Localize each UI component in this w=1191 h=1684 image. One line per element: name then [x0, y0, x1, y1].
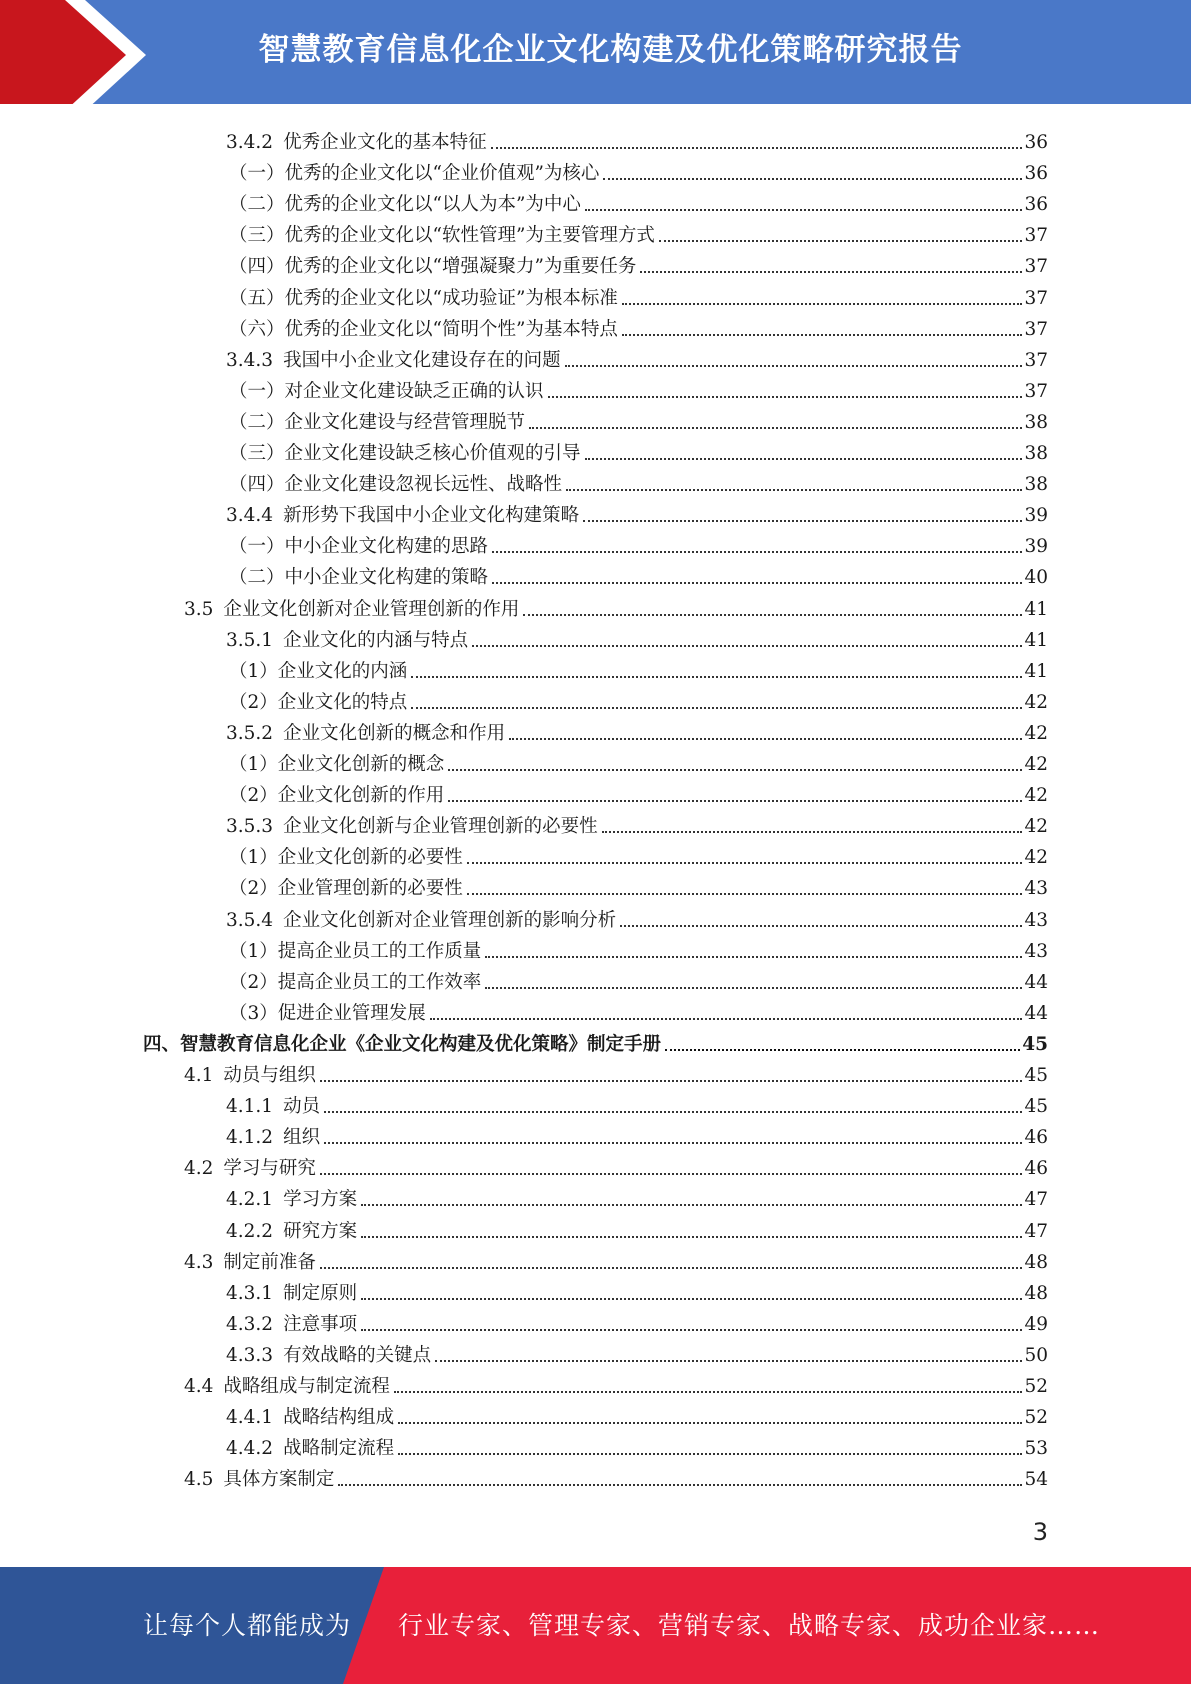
toc-entry-label: （1）企业文化创新的必要性 — [229, 847, 463, 869]
page-number: 3 — [1032, 1518, 1048, 1546]
toc-entry[interactable] — [226, 1433, 1048, 1464]
toc-entry-number: 4.4.2 — [226, 1438, 274, 1460]
toc-entry-page: 38 — [1024, 411, 1048, 433]
toc-entry[interactable] — [226, 905, 1048, 936]
toc-entry-page: 37 — [1024, 256, 1048, 278]
toc-entry-label: （四）优秀的企业文化以“增强凝聚力”为重要任务 — [229, 256, 637, 278]
toc-entry-page: 45 — [1022, 1033, 1048, 1055]
toc-dot-leader — [622, 334, 1023, 336]
toc-entry-page: 37 — [1024, 349, 1048, 371]
toc-entry-page: 37 — [1024, 318, 1048, 340]
toc-entry-page: 47 — [1024, 1220, 1048, 1242]
toc-entry-label: 组织 — [283, 1127, 321, 1149]
toc-entry-label: （四）企业文化建设忽视长远性、战略性 — [229, 474, 563, 496]
toc-entry[interactable] — [229, 251, 1048, 282]
toc-entry-number: 4.1 — [184, 1065, 214, 1086]
toc-dot-leader — [411, 707, 1022, 709]
toc-entry-label: 动员与组织 — [223, 1065, 316, 1086]
toc-entry-page: 37 — [1024, 225, 1048, 247]
toc-entry-label: （2）企业管理创新的必要性 — [229, 878, 463, 900]
toc-entry-page: 54 — [1024, 1469, 1048, 1491]
toc-entry-number: 4.2.1 — [226, 1189, 274, 1211]
toc-dot-leader — [398, 1422, 1022, 1424]
toc-entry[interactable] — [226, 1184, 1048, 1215]
toc-dot-leader — [324, 1142, 1022, 1144]
toc-entry-page: 41 — [1024, 660, 1048, 682]
toc-entry-page: 42 — [1024, 847, 1048, 869]
toc-entry-page: 48 — [1024, 1282, 1048, 1304]
toc-entry[interactable] — [229, 780, 1048, 811]
toc-entry[interactable] — [184, 1464, 1048, 1495]
toc-dot-leader — [448, 800, 1022, 802]
toc-entry-label: （一）优秀的企业文化以“企业价值观”为核心 — [229, 163, 600, 185]
toc-entry[interactable] — [229, 314, 1048, 345]
toc-dot-leader — [585, 458, 1023, 460]
toc-entry[interactable] — [226, 1402, 1048, 1433]
toc-entry-page: 43 — [1024, 878, 1048, 900]
toc-entry-label: 学习方案 — [283, 1189, 358, 1211]
toc-entry-page: 47 — [1024, 1189, 1048, 1211]
toc-entry-number: 4.3.2 — [226, 1313, 274, 1335]
toc-entry-label: （五）优秀的企业文化以“成功验证”为根本标准 — [229, 287, 618, 309]
toc-entry-page: 36 — [1024, 163, 1048, 185]
toc-entry-number: 3.4.4 — [226, 505, 274, 527]
toc-entry-page: 41 — [1024, 629, 1048, 651]
toc-dot-leader — [529, 427, 1022, 429]
toc-dot-leader — [566, 489, 1022, 491]
toc-dot-leader — [485, 987, 1022, 989]
toc-dot-leader — [659, 240, 1023, 242]
toc-entry[interactable] — [184, 1247, 1048, 1278]
toc-dot-leader — [467, 893, 1023, 895]
toc-entry[interactable] — [229, 469, 1048, 500]
toc-entry-page: 49 — [1024, 1313, 1048, 1335]
toc-dot-leader — [394, 1391, 1023, 1393]
toc-entry[interactable] — [226, 345, 1048, 376]
toc-entry-number: 4.3.3 — [226, 1344, 274, 1366]
toc-dot-leader — [467, 862, 1023, 864]
toc-dot-leader — [398, 1453, 1022, 1455]
toc-dot-leader — [565, 365, 1023, 367]
toc-entry[interactable] — [229, 158, 1048, 189]
toc-entry[interactable] — [226, 811, 1048, 842]
toc-entry[interactable] — [229, 936, 1048, 967]
toc-entry-page: 52 — [1024, 1376, 1048, 1397]
toc-entry-label: （三）企业文化建设缺乏核心价值观的引导 — [229, 443, 581, 464]
toc-entry[interactable] — [184, 1153, 1048, 1184]
toc-entry-page: 52 — [1024, 1407, 1048, 1429]
toc-entry-label: 注意事项 — [283, 1313, 358, 1335]
toc-entry-label: 企业文化的内涵与特点 — [283, 629, 469, 651]
toc-entry-page: 44 — [1024, 971, 1048, 993]
toc-entry-page: 42 — [1024, 816, 1048, 838]
toc-entry-label: 企业文化创新的概念和作用 — [283, 722, 506, 744]
toc-dot-leader — [324, 1111, 1022, 1113]
toc-dot-leader — [338, 1484, 1022, 1486]
toc-entry[interactable] — [229, 998, 1048, 1029]
toc-dot-leader — [492, 551, 1022, 553]
toc-chapter-entry[interactable] — [143, 1029, 1048, 1060]
toc-entry-number: 3.5.4 — [226, 909, 274, 931]
toc-dot-leader — [320, 1267, 1023, 1269]
toc-entry-number: 4.2 — [184, 1158, 214, 1180]
footer-slogan-right: 行业专家、管理专家、营销专家、战略专家、成功企业家…… — [398, 1611, 1101, 1640]
toc-entry-page: 43 — [1024, 909, 1048, 931]
toc-entry-number: 3.5.3 — [226, 816, 274, 838]
toc-dot-leader — [472, 645, 1022, 647]
toc-entry-label: 动员 — [283, 1096, 321, 1118]
toc-entry-label: 企业文化创新对企业管理创新的作用 — [223, 598, 520, 620]
toc-entry[interactable] — [226, 1122, 1048, 1153]
toc-entry-page: 46 — [1024, 1158, 1048, 1180]
toc-entry-page: 39 — [1024, 505, 1048, 527]
toc-dot-leader — [361, 1298, 1022, 1300]
toc-entry[interactable] — [229, 749, 1048, 780]
toc-entry-page: 36 — [1024, 194, 1048, 216]
toc-entry-label: （三）优秀的企业文化以“软性管理”为主要管理方式 — [229, 225, 655, 247]
toc-entry[interactable] — [229, 873, 1048, 904]
toc-entry[interactable] — [229, 438, 1048, 469]
toc-entry[interactable] — [229, 531, 1048, 562]
toc-entry-page: 37 — [1024, 287, 1048, 309]
toc-entry-page: 40 — [1024, 567, 1048, 589]
toc-entry-label: （3）促进企业管理发展 — [229, 1002, 426, 1024]
toc-dot-leader — [320, 1173, 1023, 1175]
toc-entry[interactable] — [229, 687, 1048, 718]
toc-entry[interactable] — [184, 1371, 1048, 1402]
footer-banner — [0, 1567, 1191, 1684]
toc-dot-leader — [548, 396, 1023, 398]
toc-entry-page: 45 — [1024, 1096, 1048, 1118]
toc-dot-leader — [523, 614, 1022, 616]
toc-entry[interactable] — [226, 1216, 1048, 1247]
toc-entry-label: （2）企业文化的特点 — [229, 691, 408, 713]
toc-entry-label: （1）企业文化创新的概念 — [229, 754, 445, 775]
toc-entry[interactable] — [226, 718, 1048, 749]
toc-entry-page: 41 — [1024, 598, 1048, 620]
toc-entry[interactable] — [229, 189, 1048, 220]
toc-entry[interactable] — [184, 1060, 1048, 1091]
toc-entry-label: （一）对企业文化建设缺乏正确的认识 — [229, 380, 544, 402]
toc-entry-number: 3.4.2 — [226, 132, 274, 153]
toc-dot-leader — [509, 738, 1022, 740]
toc-entry[interactable] — [226, 625, 1048, 656]
toc-entry-label: 优秀企业文化的基本特征 — [283, 132, 487, 153]
toc-entry-page: 44 — [1024, 1002, 1048, 1024]
toc-entry-page: 42 — [1024, 754, 1048, 775]
toc-entry-page: 39 — [1024, 536, 1048, 558]
toc-entry[interactable] — [229, 376, 1048, 407]
toc-entry-label: （二）企业文化建设与经营管理脱节 — [229, 411, 526, 433]
toc-entry[interactable] — [226, 1309, 1048, 1340]
toc-entry-label: （1）提高企业员工的工作质量 — [229, 940, 482, 962]
toc-entry-label: 企业文化创新与企业管理创新的必要性 — [283, 816, 598, 838]
toc-entry-label: （一）中小企业文化构建的思路 — [229, 536, 489, 558]
toc-dot-leader — [361, 1236, 1022, 1238]
toc-entry-label: （二）优秀的企业文化以“以人为本”为中心 — [229, 194, 581, 216]
toc-entry-number: 3.5 — [184, 598, 214, 620]
toc-entry-number: 3.4.3 — [226, 349, 274, 371]
toc-entry-number: 4.1.2 — [226, 1127, 274, 1149]
toc-entry[interactable] — [229, 656, 1048, 687]
toc-entry[interactable] — [226, 1340, 1048, 1371]
toc-dot-leader — [411, 676, 1022, 678]
toc-dot-leader — [361, 1329, 1022, 1331]
toc-entry-page: 43 — [1024, 940, 1048, 962]
toc-entry[interactable] — [226, 1278, 1048, 1309]
toc-dot-leader — [448, 769, 1022, 771]
toc-entry-number: 4.1.1 — [226, 1096, 274, 1118]
document-title: 智慧教育信息化企业文化构建及优化策略研究报告 — [258, 32, 963, 68]
toc-entry[interactable] — [226, 127, 1048, 158]
toc-entry-label: 我国中小企业文化建设存在的问题 — [283, 349, 561, 371]
toc-entry-number: 4.3.1 — [226, 1282, 274, 1304]
toc-dot-leader — [602, 831, 1023, 833]
toc-entry[interactable] — [229, 283, 1048, 314]
toc-entry-page: 42 — [1024, 691, 1048, 713]
toc-entry-page: 53 — [1024, 1438, 1048, 1460]
toc-entry[interactable] — [229, 220, 1048, 251]
toc-dot-leader — [492, 582, 1022, 584]
toc-dot-leader — [622, 303, 1023, 305]
toc-dot-leader — [320, 1080, 1023, 1082]
toc-dot-leader — [491, 147, 1023, 149]
toc-dot-leader — [620, 925, 1022, 927]
toc-entry-label: （1）企业文化的内涵 — [229, 660, 408, 682]
toc-dot-leader — [665, 1049, 1020, 1051]
toc-entry-number: 4.3 — [184, 1251, 214, 1273]
toc-entry-label: 研究方案 — [283, 1220, 358, 1242]
toc-entry-label: 制定原则 — [283, 1282, 358, 1304]
toc-entry-number: 4.4 — [184, 1376, 214, 1397]
toc-entry-page: 36 — [1024, 132, 1048, 153]
toc-entry[interactable] — [229, 967, 1048, 998]
toc-dot-leader — [361, 1204, 1022, 1206]
toc-entry-label: （2）企业文化创新的作用 — [229, 785, 445, 807]
toc-dot-leader — [640, 271, 1022, 273]
toc-dot-leader — [585, 209, 1023, 211]
toc-entry-number: 3.5.1 — [226, 629, 274, 651]
toc-entry-label: 制定前准备 — [223, 1251, 316, 1273]
toc-entry-label: 战略制定流程 — [283, 1438, 395, 1460]
toc-entry-label: （六）优秀的企业文化以“简明个性”为基本特点 — [229, 318, 618, 340]
toc-entry-label: （二）中小企业文化构建的策略 — [229, 567, 489, 589]
toc-entry-number: 4.4.1 — [226, 1407, 274, 1429]
toc-entry[interactable] — [229, 562, 1048, 593]
toc-entry[interactable] — [226, 500, 1048, 531]
toc-entry[interactable] — [226, 1091, 1048, 1122]
toc-entry-page: 45 — [1024, 1065, 1048, 1086]
footer-slogan-left: 让每个人都能成为 — [143, 1611, 352, 1640]
toc-entry-label: 四、智慧教育信息化企业《企业文化构建及优化策略》制定手册 — [143, 1033, 662, 1055]
toc-entry-page: 38 — [1024, 474, 1048, 496]
header-banner — [0, 0, 1191, 111]
toc-entry-page: 42 — [1024, 785, 1048, 807]
toc-dot-leader — [485, 956, 1022, 958]
toc-entry-number: 4.5 — [184, 1469, 214, 1491]
toc-entry-label: 新形势下我国中小企业文化构建策略 — [283, 505, 580, 527]
toc-entry-page: 46 — [1024, 1127, 1048, 1149]
toc-entry-page: 48 — [1024, 1251, 1048, 1273]
toc-entry-label: （2）提高企业员工的工作效率 — [229, 971, 482, 993]
toc-entry-label: 企业文化创新对企业管理创新的影响分析 — [283, 909, 617, 931]
toc-entry-page: 42 — [1024, 722, 1048, 744]
toc-dot-leader — [430, 1018, 1023, 1020]
toc-dot-leader — [435, 1360, 1022, 1362]
toc-entry[interactable] — [229, 842, 1048, 873]
toc-entry-label: 战略结构组成 — [283, 1407, 395, 1429]
toc-entry-page: 38 — [1024, 443, 1048, 464]
toc-entry-label: 有效战略的关键点 — [283, 1344, 432, 1366]
toc-entry-page: 50 — [1024, 1344, 1048, 1366]
toc-entry-number: 3.5.2 — [226, 722, 274, 744]
toc-entry-label: 学习与研究 — [223, 1158, 316, 1180]
toc-entry[interactable] — [184, 594, 1048, 625]
toc-dot-leader — [583, 520, 1022, 522]
toc-entry-label: 具体方案制定 — [223, 1469, 335, 1491]
toc-entry-page: 37 — [1024, 380, 1048, 402]
toc-entry-number: 4.2.2 — [226, 1220, 274, 1242]
toc-entry[interactable] — [229, 407, 1048, 438]
toc-dot-leader — [603, 178, 1022, 180]
toc-entry-label: 战略组成与制定流程 — [223, 1376, 390, 1397]
